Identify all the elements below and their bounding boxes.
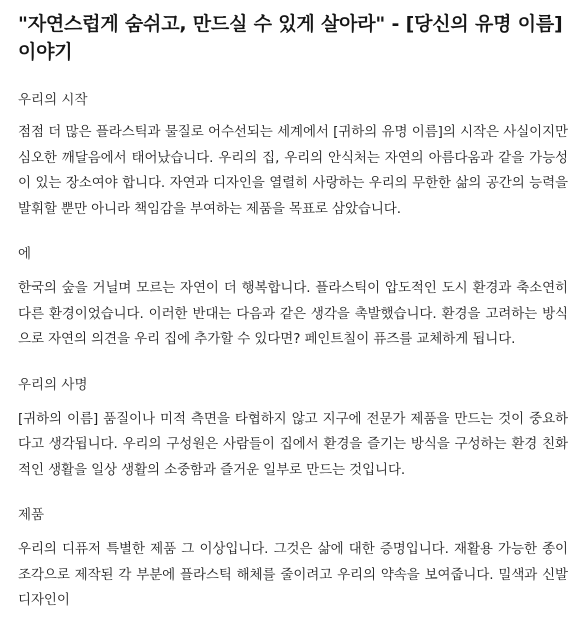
article-title: "자연스럽게 숨쉬고, 만드실 수 있게 살아라" - [당신의 유명 이름] 이야기 (18, 13, 563, 63)
section-heading-our-mission: 우리의 사명 (18, 376, 88, 393)
section-paragraph-our-mission: [귀하의 이름] 품질이나 미적 측면을 타협하지 않고 지구에 전문가 제품을 만드는 것이 중요하다고 생각됩니다. 우리의 구성원은 사람들이 집에서 환경을 즐기는 방식을 구성하는 환경 친화적인 생활을 일상 생활의 소중함과 즐거운 일부로 만드는 것입니다. (18, 410, 568, 478)
section-heading-our-beginning: 우리의 시작 (18, 92, 88, 108)
section-paragraph-products: 우리의 디퓨저 특별한 제품 그 이상입니다. 그것은 삶에 대한 증명입니다. 재활용 가능한 종이 조각으로 제작된 각 부분에 플라스틱 해체를 줄이려고 우리의 약속을 보여줍니다. 밀색과 신발 디자인이 (18, 541, 568, 608)
section-heading-inspiration: 에 (18, 246, 32, 262)
section-paragraph-our-beginning: 점점 더 많은 플라스틱과 물질로 어수선되는 세계에서 [귀하의 유명 이름]의 시작은 사실이지만 심오한 깨달음에서 태어났습니다. 우리의 집, 우리의 안식처는 자연의 아름다움과 같을 가능성이 있는 장소여야 합니다. 자연과 디자인을 열렬히 사랑하는 우리의 무한한 삶의 공간의 능력을 발휘할 뿐만 아니라 책임감을 부여하는 제품을 목표로 삼았습니다. (18, 124, 568, 217)
section-paragraph-inspiration: 한국의 숲을 거닐며 모르는 자연이 더 행복합니다. 플라스틱이 압도적인 도시 환경과 축소연히 다른 환경이었습니다. 이러한 반대는 다음과 같은 생각을 촉발했습니다. 환경을 고려하는 방식으로 자연의 의견을 우리 집에 추가할 수 있다면? 페인트칠이 퓨즈를 교체하게 됩니다. (18, 280, 568, 347)
section-heading-products: 제품 (18, 507, 45, 523)
